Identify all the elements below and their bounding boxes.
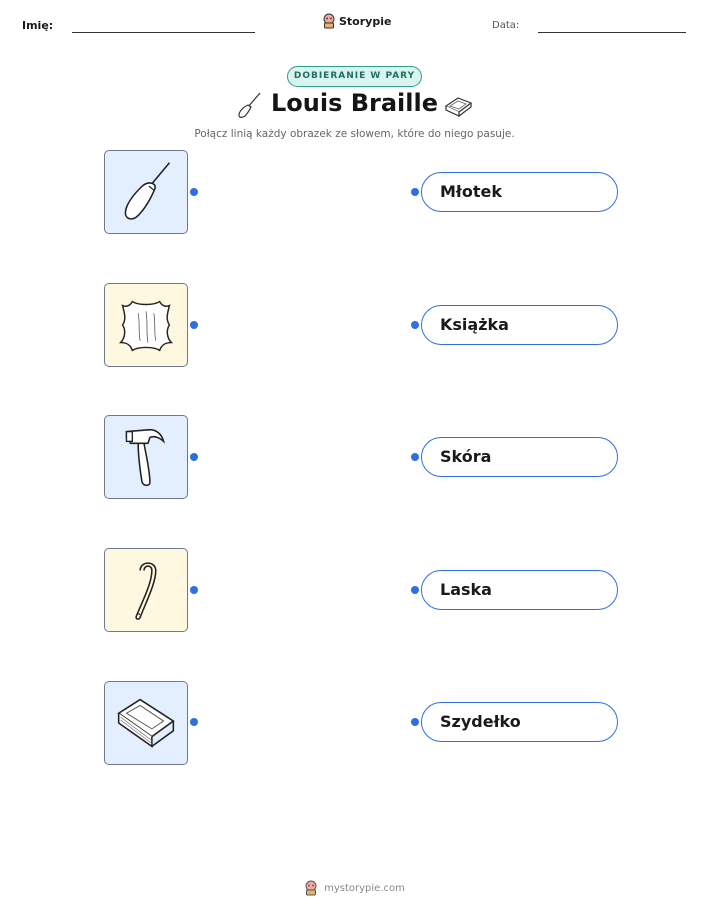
word-box-2[interactable]: Książka: [421, 305, 618, 345]
picture-tile-leather[interactable]: [104, 283, 188, 367]
leather-hide-icon: [105, 284, 187, 366]
left-dot-2[interactable]: [190, 321, 198, 329]
word-box-4[interactable]: Laska: [421, 570, 618, 610]
book-icon: [105, 682, 187, 764]
picture-tile-book[interactable]: [104, 681, 188, 765]
left-dot-5[interactable]: [190, 718, 198, 726]
page-title: Louis Braille: [270, 89, 438, 117]
picture-tile-awl[interactable]: [104, 150, 188, 234]
left-dot-3[interactable]: [190, 453, 198, 461]
right-dot-4[interactable]: [411, 586, 419, 594]
right-dot-3[interactable]: [411, 453, 419, 461]
name-label: Imię:: [22, 19, 54, 32]
storypie-logo-icon: [304, 880, 318, 896]
left-dot-1[interactable]: [190, 188, 198, 196]
footer: [0, 880, 709, 896]
brand-name: Storypie: [339, 14, 392, 28]
right-dot-5[interactable]: [411, 718, 419, 726]
right-dot-2[interactable]: [411, 321, 419, 329]
word-box-5[interactable]: Szydełko: [421, 702, 618, 742]
picture-tile-cane[interactable]: [104, 548, 188, 632]
name-write-line[interactable]: [72, 32, 255, 33]
word-box-1[interactable]: Młotek: [421, 172, 618, 212]
left-dot-4[interactable]: [190, 586, 198, 594]
word-box-3[interactable]: Skóra: [421, 437, 618, 477]
picture-tile-hammer[interactable]: [104, 415, 188, 499]
book-icon: [442, 92, 474, 120]
instructions: Połącz linią każdy obrazek ze słowem, które do niego pasuje.: [194, 128, 515, 140]
awl-icon: [105, 151, 187, 233]
activity-badge: DOBIERANIE W PARY: [287, 66, 422, 87]
cane-icon: [105, 549, 187, 631]
hammer-icon: [105, 416, 187, 498]
footer-url[interactable]: mystorypie.com: [324, 882, 405, 894]
storypie-logo-icon: [322, 13, 336, 29]
right-dot-1[interactable]: [411, 188, 419, 196]
date-label: Data:: [492, 20, 520, 31]
brand-logo: [322, 13, 391, 29]
date-write-line[interactable]: [538, 32, 686, 33]
